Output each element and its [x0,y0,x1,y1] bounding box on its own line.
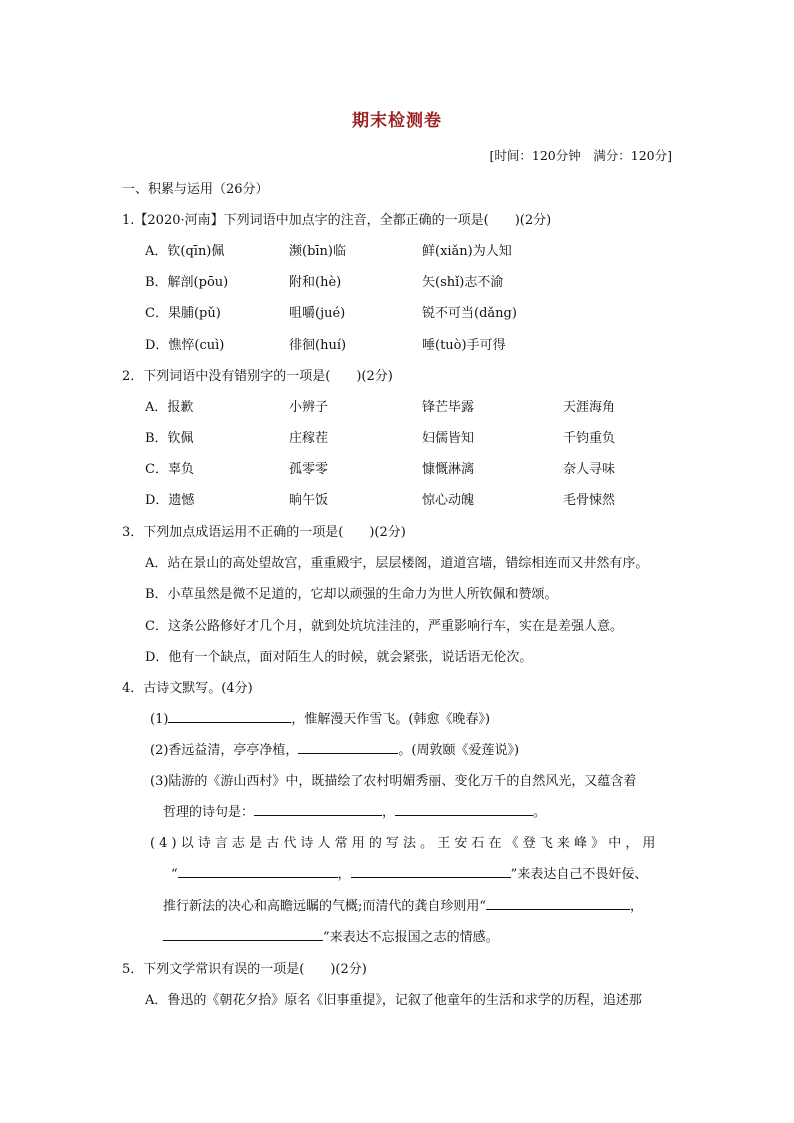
answer-blank[interactable] [168,710,291,723]
q2-option-d-3: 惊心动魄 [422,493,475,508]
q1-option-b-1: B．解剖(pōu) [145,275,229,290]
q1-option-a-2: 濒(bīn)临 [289,244,346,259]
q1-option-d-1: D．憔悴(cuì) [145,338,225,353]
q3-option-b: B．小草虽然是微不足道的，它却以顽强的生命力为世人所钦佩和赞颂。 [145,587,558,602]
q4-part-3-comma: ， [382,805,396,820]
q1-option-c-1: C．果脯(pǔ) [145,306,221,321]
q1-option-d-2: 徘徊(huí) [289,338,347,353]
q2-option-d-2: 晌午饭 [289,493,329,508]
q2-option-c-2: 孤零零 [289,462,329,477]
q3-option-c: C．这条公路修好才几个月，就到处坑坑洼洼的，严重影响行车，实在是差强人意。 [145,619,623,634]
q1-option-d-3: 唾(tuò)手可得 [422,338,506,353]
q4-part-1-text: ，惟解漫天作雪飞。(韩愈《晚春》) [291,712,491,727]
q2-option-a-4: 天涯海角 [563,400,616,415]
q4-part-1-label: (1) [150,712,169,727]
answer-blank[interactable] [163,928,323,941]
q4-part-4-quote-open: “ [171,867,178,882]
q2-option-d-1: D．遗憾 [145,493,195,508]
q3-option-a: A．站在景山的高处望故宫，重重殿宇，层层楼阁，道道宫墙，错综相连而又井然有序。 [145,556,649,571]
q4-part-3-line-2 [163,801,546,820]
answer-blank[interactable] [178,865,338,878]
q3-option-d: D．他有一个缺点，面对陌生人的时候，就会紧张，说话语无伦次。 [145,650,533,665]
q1-option-a-1: A．钦(qīn)佩 [145,244,225,259]
question-1-stem: 1.【2020·河南】下列词语中加点字的注音，全都正确的一项是( )(2分) [122,213,552,228]
q2-option-d-4: 毛骨悚然 [563,493,616,508]
exam-time-score: [时间：120分钟 满分：120分] [489,148,672,163]
q4-part-4-line-3 [163,895,643,914]
answer-blank[interactable] [351,865,511,878]
q1-option-a-3: 鲜(xiǎn)为人知 [422,244,512,259]
q2-option-a-1: A．报歉 [145,400,194,415]
q2-option-a-3: 锋芒毕露 [422,400,475,415]
q1-option-b-3: 矢(shǐ)志不渝 [422,275,504,290]
question-5-stem: 5．下列文学常识有误的一项是( )(2分) [122,962,367,977]
q2-option-c-1: C．辜负 [145,462,194,477]
question-2-stem: 2．下列词语中没有错别字的一项是( )(2分) [122,369,393,384]
q2-option-b-3: 妇儒皆知 [422,431,475,446]
q2-option-c-3: 慷慨淋漓 [422,462,475,477]
exam-title: 期末检测卷 [352,111,442,131]
q4-part-2-source: 。(周敦颐《爱莲说》) [398,743,520,758]
answer-blank[interactable] [395,803,533,816]
q4-part-4-text: ”来表达自己不畏奸佞、 [510,867,648,882]
answer-blank[interactable] [486,897,630,910]
q2-option-a-2: 小辨子 [289,400,329,415]
question-3-stem: 3．下列加点成语运用不正确的一项是( )(2分) [122,525,406,540]
q4-part-4-line-4 [163,926,499,945]
q4-part-4-line-2 [171,863,647,882]
q4-part-3-end: 。 [533,805,547,820]
q2-option-b-2: 庄稼茬 [289,431,329,446]
q1-option-c-3: 锐不可当(dǎng) [422,306,517,321]
question-4-stem: 4．古诗文默写。(4分) [122,681,253,696]
q1-option-b-2: 附和(hè) [289,275,342,290]
q5-option-a: A．鲁迅的《朝花夕拾》原名《旧事重提》，记叙了他童年的生活和求学的历程，追述那 [145,993,642,1008]
q4-part-3-line-1: (3)陆游的《游山西村》中，既描绘了农村明媚秀丽、变化万千的自然风光，又蕴含着 [150,774,637,789]
q4-part-2-text: (2)香远益清，亭亭净植， [150,743,299,758]
q4-part-4-comma-2: ， [630,899,644,914]
q4-part-1 [150,708,490,727]
section-heading: 一、积累与运用（26分） [122,182,269,197]
answer-blank[interactable] [298,741,398,754]
q2-option-b-1: B．钦佩 [145,431,194,446]
q4-part-4-text-3: ”来表达不忘报国之志的情感。 [323,930,499,945]
answer-blank[interactable] [254,803,382,816]
q4-part-4-text-2: 推行新法的决心和高瞻远瞩的气概;而清代的龚自珍则用“ [163,899,487,914]
q4-part-3-text: 哲理的诗句是： [163,805,255,820]
q2-option-b-4: 千钧重负 [563,431,616,446]
q4-part-2 [150,739,519,758]
q1-option-c-2: 咀嚼(jué) [289,306,346,321]
q4-part-4-line-1: (4)以诗言志是古代诗人常用的写法。王安石在《登飞来峰》中，用 [150,836,660,851]
q2-option-c-4: 奈人寻味 [563,462,616,477]
q4-part-4-comma: ， [337,867,351,882]
